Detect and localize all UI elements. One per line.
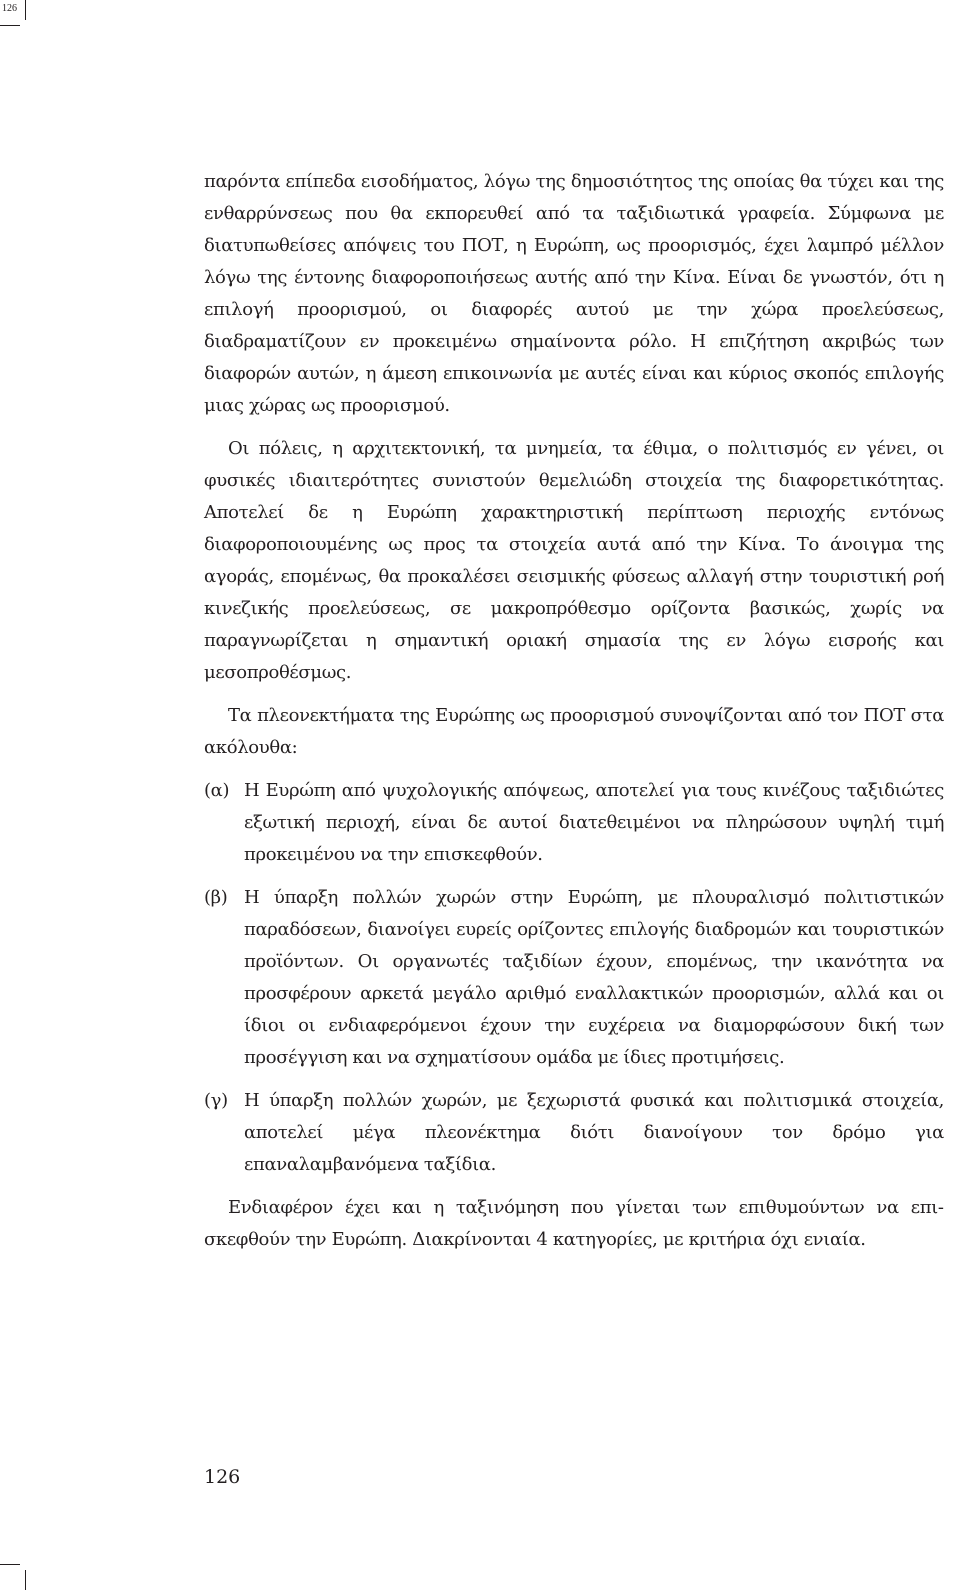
list-marker: (γ) [204,1090,228,1111]
paragraph-continued: παρόντα επίπεδα εισοδήματος, λόγω της δημοσιότητος της οποίας θα τύχει και της ενθαρρύνσεως που θα εκπορευθεί από τα ταξιδιωτικά γραφεία. Σύμφωνα με διατυπωθείσες απόψεις του ΠΟΤ, η Ευρώπη, ως προορισμός, έχει λαμπρό μέλλον λόγω της έντονης διαφοροποιήσεως αυτής από την Κίνα. Είναι δε γνωστόν, ότι η επιλογή προορισμού, οι διαφορές αυτού με την χώρα προελεύσεως, διαδραματίζουν εν προκειμένω σημαίνοντα ρόλο. Η επιζήτηση ακριβώς των διαφορών αυτών, η άμεση επικοινωνία με αυτές είναι και κύριος σκοπός επιλογής μιας χώρας ως προορισμού. [204,171,944,416]
crop-mark-top-horizontal [0,25,20,26]
list-item-text: Η ύπαρξη πολλών χωρών, με ξεχωριστά φυσικά και πολιτισμικά στοιχεία, αποτελεί μέγα πλεονέκτημα διότι διανοίγουν τον δρόμο για επαναλαμβανόμενα ταξίδια. [244,1090,944,1175]
list-item-b [204,882,944,1074]
paragraph-advantages-intro: Τα πλεονεκτήματα της Ευρώπης ως προορισμού συνοψίζονται από τον ΠΟΤ στα ακόλουθα: [204,705,944,758]
paragraph-diversity: Οι πόλεις, η αρχιτεκτονική, τα μνημεία, τα έθιμα, ο πολιτισμός εν γένει, οι φυσικές ιδιαιτερότητες συνιστούν θεμελιώδη στοιχεία της διαφορετικότητας. Αποτελεί δε η Ευρώπη χαρακτηριστική περίπτωση περιοχής εντόνως διαφοροποιουμένης ως προς τα στοιχεία αυτά από την Κίνα. Το άνοιγμα της αγοράς, επομένως, θα προκαλέσει σεισμικής φύσεως αλλαγή στην τουριστική ροή κινεζικής προελεύσεως, σε μακροπρόθεσμο ορίζοντα βασικώς, χωρίς να παραγνωρίζεται η σημαντική οριακή σημασία της εν λόγω εισροής και μεσοπροθέσμως. [204,438,944,683]
list-marker: (α) [204,780,230,801]
list-item-a [204,775,944,871]
list-marker: (β) [204,887,228,908]
crop-mark-top-vertical [25,0,26,20]
crop-mark-bottom-vertical [25,1570,26,1590]
paragraph-classification: Ενδιαφέρον έχει και η ταξινόμηση που γίνεται των επιθυμούντων να επισκεφθούν την Ευρώπη. Διακρίνονται 4 κατηγορίες, με κριτήρια όχι ενιαία. [204,1197,944,1250]
body-text [204,166,944,1256]
list-item-text: Η ύπαρξη πολλών χωρών στην Ευρώπη, με πλουραλισμό πολιτιστικών παραδόσεων, διανοίγει ευρείς ορίζοντες επιλογής διαδρομών και τουριστικών προϊόντων. Οι οργανωτές ταξιδίων έχουν, επομένως, την ικανότητα να προσφέρουν αρκετά μεγάλο αριθμό εναλλακτικών προορισμών, αλλά και οι ίδιοι οι ενδιαφερόμενοι έχουν την ευχέρεια να διαμορφώσουν δική των προσέγγιση και να σχηματίσουν ομάδα με ίδιες προτιμήσεις. [244,887,944,1068]
list-item-c [204,1085,944,1181]
running-head-page-number: 126 [2,3,17,14]
list-item-text: Η Ευρώπη από ψυχολογικής απόψεως, αποτελεί για τους κινέζους ταξιδιώτες εξωτική περιοχή, είναι δε αυτοί διατεθειμένοι να πληρώσουν υψηλή τιμή προκειμένου να την επισκεφθούν. [244,780,944,865]
folio-page-number: 126 [204,1466,241,1488]
crop-mark-bottom-horizontal [0,1564,20,1565]
